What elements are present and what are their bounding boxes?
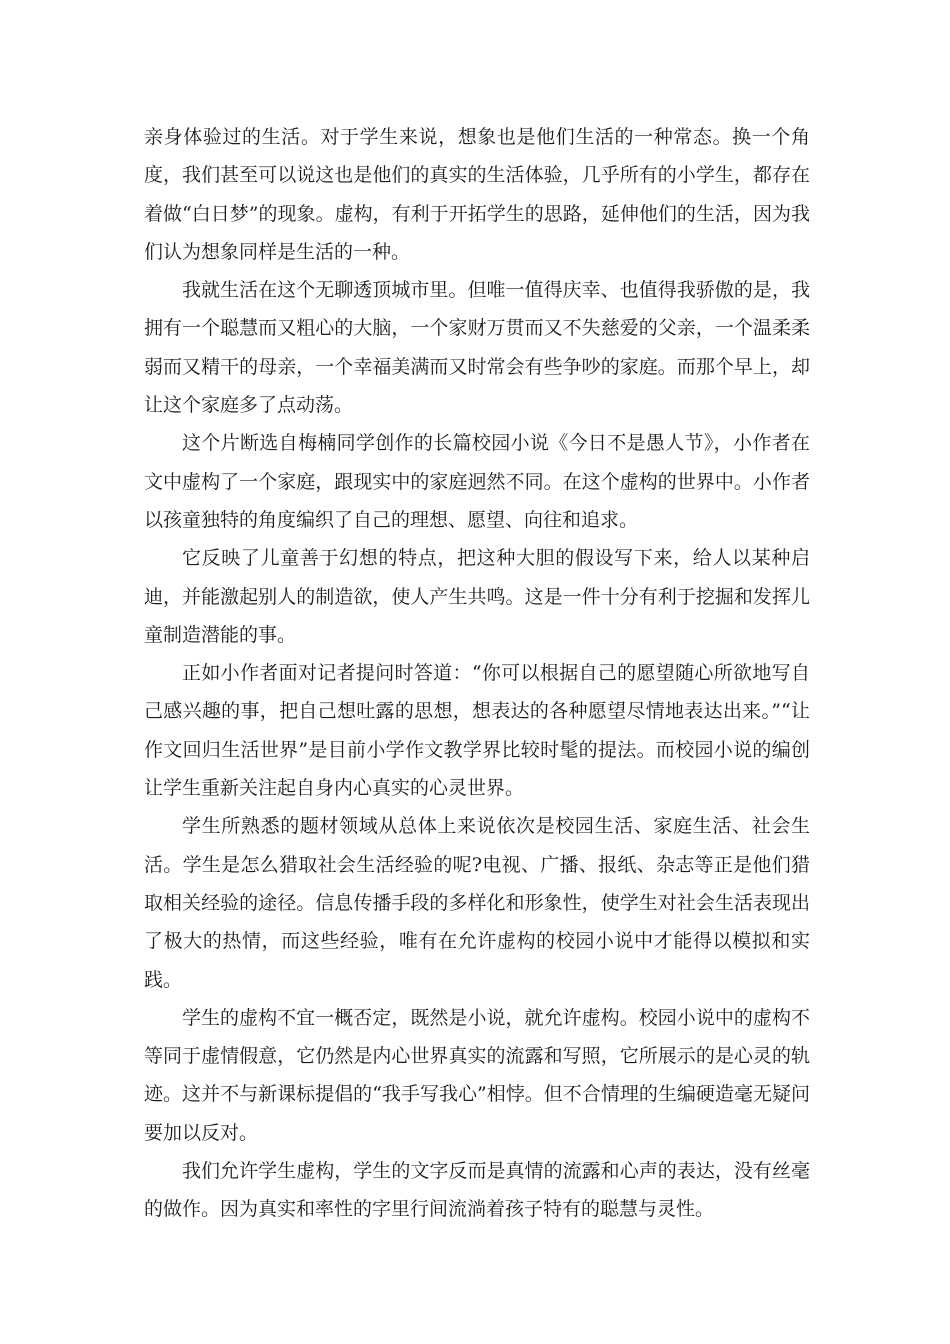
paragraph-3: 这个片断选自梅楠同学创作的长篇校园小说《今日不是愚人节》，小作者在文中虚构了一个家庭，跟现实中的家庭迥然不同。在这个虚构的世界中。小作者以孩童独特的角度编织了自己的理想、愿望、向往和追求。 (144, 432, 810, 531)
paragraph-4: 它反映了儿童善于幻想的特点，把这种大胆的假设写下来，给人以某种启迪，并能激起别人的制造欲，使人产生共鸣。这是一件十分有利于挖掘和发挥儿童制造潜能的事。 (144, 547, 810, 646)
document-body (144, 118, 810, 1229)
paragraph-1: 亲身体验过的生活。对于学生来说，想象也是他们生活的一种常态。换一个角度，我们甚至可以说这也是他们的真实的生活体验，几乎所有的小学生，都存在着做“白日梦”的现象。虚构，有利于开拓学生的思路，延伸他们的生活，因为我们认为想象同样是生活的一种。 (144, 126, 810, 263)
paragraph-2: 我就生活在这个无聊透顶城市里。但唯一值得庆幸、也值得我骄傲的是，我拥有一个聪慧而又粗心的大脑，一个家财万贯而又不失慈爱的父亲，一个温柔柔弱而又精干的母亲，一个幸福美满而又时常会有些争吵的家庭。而那个早上，却让这个家庭多了点动荡。 (144, 279, 810, 417)
paragraph-5: 正如小作者面对记者提问时答道：“你可以根据自己的愿望随心所欲地写自己感兴趣的事，把自己想吐露的思想，想表达的各种愿望尽情地表达出来。”“让作文回归生活世界”是目前小学作文教学界比较时髦的提法。而校园小说的编创让学生重新关注起自身内心真实的心灵世界。 (144, 662, 810, 800)
paragraph-6: 学生所熟悉的题材领域从总体上来说依次是校园生活、家庭生活、社会生活。学生是怎么猎取社会生活经验的呢?电视、广播、报纸、杂志等正是他们猎取相关经验的途径。信息传播手段的多样化和形象性，使学生对社会生活表现出了极大的热情，而这些经验，唯有在允许虚构的校园小说中才能得以模拟和实践。 (144, 815, 810, 991)
paragraph-7: 学生的虚构不宜一概否定，既然是小说，就允许虚构。校园小说中的虚构不等同于虚情假意，它仍然是内心世界真实的流露和写照，它所展示的是心灵的轨迹。这并不与新课标提倡的“我手写我心”相悖。但不合情理的生编硬造毫无疑问要加以反对。 (144, 1006, 810, 1144)
paragraph-8: 我们允许学生虚构，学生的文字反而是真情的流露和心声的表达，没有丝毫的做作。因为真实和率性的字里行间流淌着孩子特有的聪慧与灵性。 (144, 1160, 810, 1221)
